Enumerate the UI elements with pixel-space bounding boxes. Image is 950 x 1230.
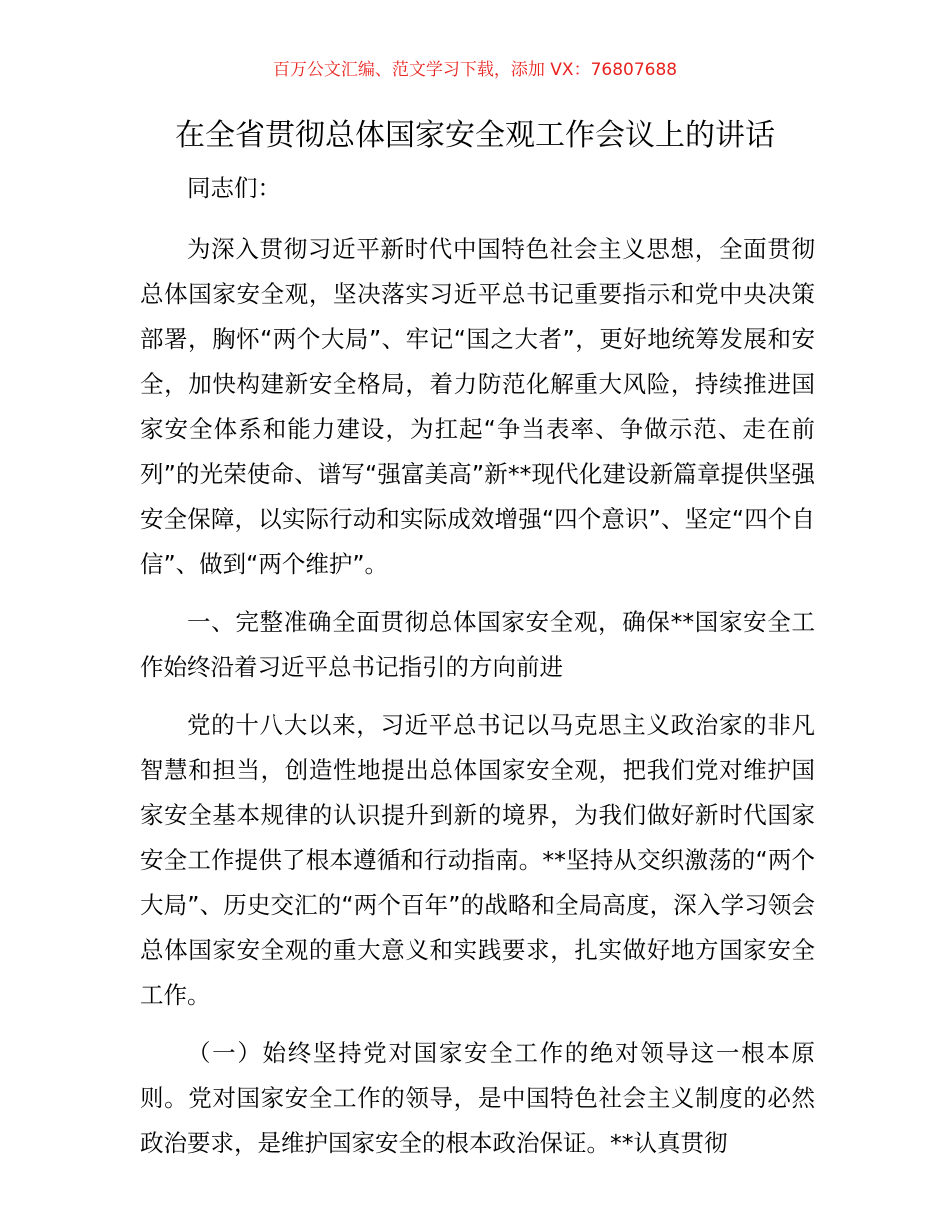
salutation: 同志们： [187,174,281,202]
document-body [140,166,815,1179]
section-heading-1: 一、完整准确全面贯彻总体国家安全观，确保**国家安全工作始终沿着习近平总书记指引的方向前进 [140,608,815,681]
document-title: 在全省贯彻总体国家安全观工作会议上的讲话 [175,118,775,153]
paragraph-intro: 为深入贯彻习近平新时代中国特色社会主义思想，全面贯彻总体国家安全观，坚决落实习近平总书记重要指示和党中央决策部署，胸怀“两个大局”、牢记“国之大者”，更好地统筹发展和安全，加快构建新安全格局，着力防范化解重大风险，持续推进国家安全体系和能力建设，为扛起“争当表率、争做示范、走在前列”的光荣使命、谱写“强富美高”新**现代化建设新篇章提供坚强安全保障，以实际行动和实际成效增强“四个意识”、坚定“四个自信”、做到“两个维护”。 [140,235,815,578]
promo-banner: 百万公文汇编、范文学习下载，添加 VX：76807688 [272,60,678,80]
subsection-1: （一）始终坚持党对国家安全工作的绝对领导这一根本原则。党对国家安全工作的领导，是中国特色社会主义制度的必然政治要求，是维护国家安全的根本政治保证。**认真贯彻 [140,1039,815,1157]
paragraph-section-1: 党的十八大以来，习近平总书记以马克思主义政治家的非凡智慧和担当，创造性地提出总体国家安全观，把我们党对维护国家安全基本规律的认识提升到新的境界，为我们做好新时代国家安全工作提供了根本遵循和行动指南。**坚持从交织激荡的“两个大局”、历史交汇的“两个百年”的战略和全局高度，深入学习领会总体国家安全观的重大意义和实践要求，扎实做好地方国家安全工作。 [140,711,815,1009]
